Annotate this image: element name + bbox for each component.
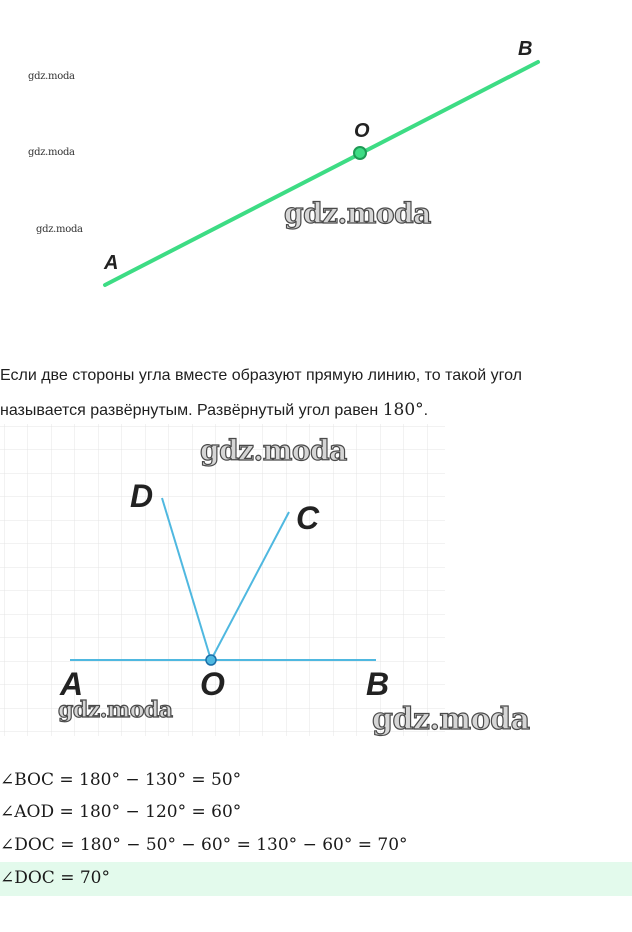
watermark-big-4: gdz.moda: [372, 702, 530, 737]
answer-line: ∠DOC = 70°: [0, 868, 111, 888]
paragraph-line-2: [0, 400, 428, 420]
paragraph-line-1: Если две стороны угла вместе образуют прямую линию, то такой угол: [0, 367, 522, 384]
figure2-svg: [0, 424, 632, 736]
label-c: C: [296, 500, 320, 536]
label-o: O: [200, 666, 225, 702]
solution-line-1: ∠BOC = 180° − 130° = 50°: [0, 770, 242, 790]
paragraph-value: 180°: [382, 400, 424, 420]
paragraph-line-2-text: называется развёрнутым. Развёрнутый угол равен: [0, 402, 383, 419]
watermark-big-3: gdz.moda: [58, 697, 173, 723]
figure-straight-angle: [0, 0, 632, 330]
solution-line-2: ∠AOD = 180° − 120° = 60°: [0, 802, 242, 822]
solution-line-3: ∠DOC = 180° − 50° − 60° = 130° − 60° = 70°: [0, 835, 408, 855]
paragraph-end: .: [423, 402, 429, 419]
watermark-small-1: gdz.moda: [28, 71, 75, 82]
label-o: O: [354, 120, 370, 142]
label-b: B: [366, 666, 390, 702]
label-a: A: [60, 666, 84, 702]
point-o: [354, 147, 366, 159]
segment-ab: [105, 62, 538, 285]
watermark-small-2: gdz.moda: [28, 147, 75, 158]
watermark-big-2: gdz.moda: [200, 434, 347, 467]
watermark-big-1: gdz.moda: [284, 197, 431, 230]
label-b: B: [518, 38, 533, 60]
watermark-small-3: gdz.moda: [36, 224, 83, 235]
label-a: A: [104, 252, 119, 274]
label-d: D: [130, 478, 154, 514]
figure1-svg: [0, 0, 632, 330]
point-o: [206, 655, 216, 665]
figure-angles-grid: [0, 424, 632, 736]
